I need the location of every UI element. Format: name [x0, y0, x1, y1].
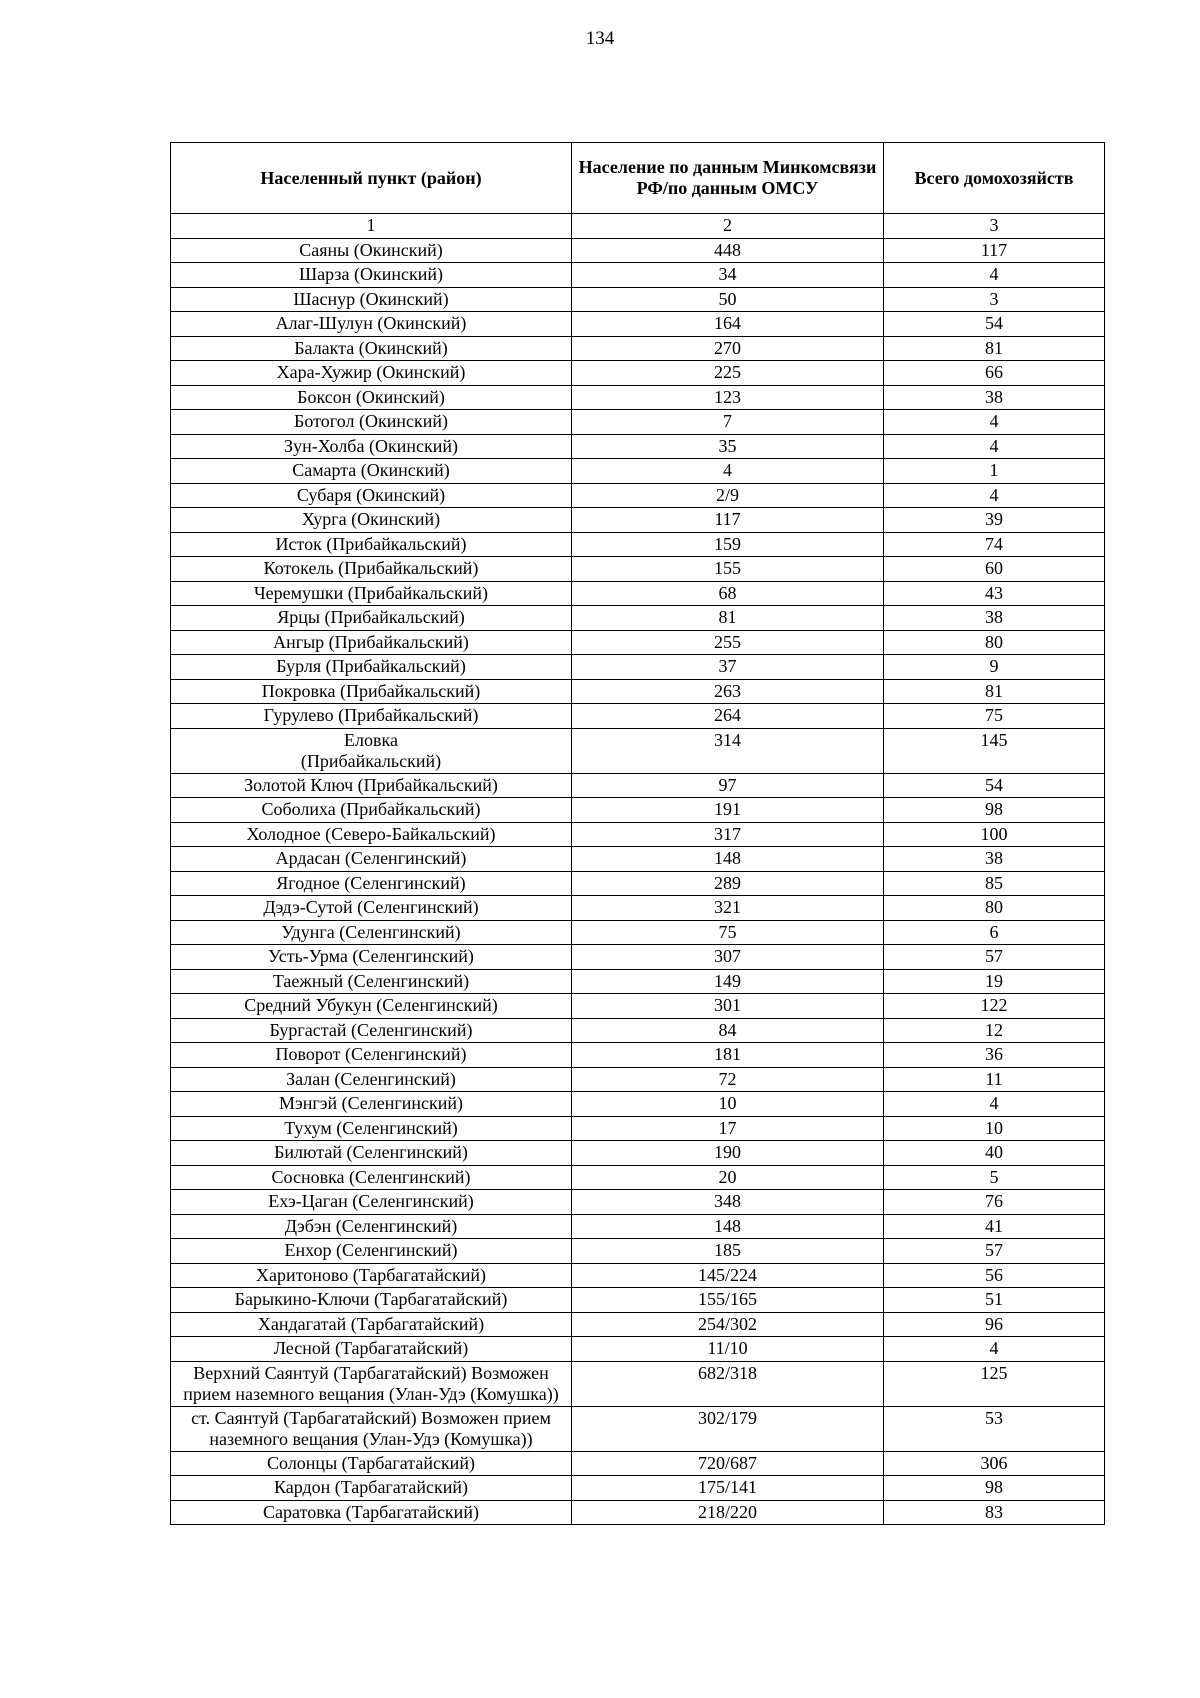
cell-households: 6	[884, 920, 1105, 945]
cell-households: 100	[884, 822, 1105, 847]
table-row	[171, 532, 1105, 557]
cell-settlement: Лесной (Тарбагатайский)	[171, 1337, 572, 1362]
cell-households: 125	[884, 1361, 1105, 1406]
cell-population: 68	[572, 581, 884, 606]
cell-households: 39	[884, 508, 1105, 533]
cell-population: 317	[572, 822, 884, 847]
table-row	[171, 508, 1105, 533]
cell-population: 7	[572, 410, 884, 435]
cell-settlement: Золотой Ключ (Прибайкальский)	[171, 773, 572, 798]
table-row	[171, 798, 1105, 823]
cell-settlement: Покровка (Прибайкальский)	[171, 679, 572, 704]
cell-households: 4	[884, 1337, 1105, 1362]
cell-settlement: Ехэ-Цаган (Селенгинский)	[171, 1190, 572, 1215]
cell-settlement: Саяны (Окинский)	[171, 238, 572, 263]
cell-settlement: Билютай (Селенгинский)	[171, 1141, 572, 1166]
cell-settlement: Поворот (Селенгинский)	[171, 1043, 572, 1068]
cell-households: 57	[884, 1239, 1105, 1264]
table-row	[171, 434, 1105, 459]
cell-population: 175/141	[572, 1476, 884, 1501]
cell-households: 76	[884, 1190, 1105, 1215]
cell-households: 306	[884, 1451, 1105, 1476]
table-row	[171, 238, 1105, 263]
cell-households: 4	[884, 434, 1105, 459]
cell-households: 43	[884, 581, 1105, 606]
cell-population: 17	[572, 1116, 884, 1141]
table-row	[171, 1214, 1105, 1239]
cell-settlement: Алаг-Шулун (Окинский)	[171, 312, 572, 337]
table-row	[171, 920, 1105, 945]
cell-population: 148	[572, 847, 884, 872]
cell-settlement: Харитоново (Тарбагатайский)	[171, 1263, 572, 1288]
column-number: 2	[572, 214, 884, 239]
cell-population: 191	[572, 798, 884, 823]
cell-households: 4	[884, 1092, 1105, 1117]
cell-settlement: Барыкино-Ключи (Тарбагатайский)	[171, 1288, 572, 1313]
cell-households: 74	[884, 532, 1105, 557]
cell-population: 254/302	[572, 1312, 884, 1337]
table-row	[171, 581, 1105, 606]
cell-households: 85	[884, 871, 1105, 896]
table-row	[171, 945, 1105, 970]
table-row	[171, 728, 1105, 773]
cell-settlement: Усть-Урма (Селенгинский)	[171, 945, 572, 970]
cell-population: 84	[572, 1018, 884, 1043]
cell-population: 123	[572, 385, 884, 410]
cell-households: 51	[884, 1288, 1105, 1313]
table-row	[171, 459, 1105, 484]
cell-settlement: Хурга (Окинский)	[171, 508, 572, 533]
cell-households: 54	[884, 773, 1105, 798]
cell-population: 72	[572, 1067, 884, 1092]
cell-settlement: Таежный (Селенгинский)	[171, 969, 572, 994]
cell-settlement: Бургастай (Селенгинский)	[171, 1018, 572, 1043]
cell-population: 263	[572, 679, 884, 704]
table-row	[171, 773, 1105, 798]
cell-households: 96	[884, 1312, 1105, 1337]
cell-households: 41	[884, 1214, 1105, 1239]
column-number: 3	[884, 214, 1105, 239]
table-row	[171, 1165, 1105, 1190]
cell-households: 57	[884, 945, 1105, 970]
cell-population: 348	[572, 1190, 884, 1215]
table-row	[171, 483, 1105, 508]
cell-settlement: Соболиха (Прибайкальский)	[171, 798, 572, 823]
cell-population: 81	[572, 606, 884, 631]
cell-population: 35	[572, 434, 884, 459]
table-row	[171, 1190, 1105, 1215]
cell-households: 98	[884, 798, 1105, 823]
header-population: Население по данным Минкомсвязи РФ/по данным ОМСУ	[572, 143, 884, 214]
cell-settlement: Гурулево (Прибайкальский)	[171, 704, 572, 729]
cell-population: 264	[572, 704, 884, 729]
cell-households: 11	[884, 1067, 1105, 1092]
table-row	[171, 896, 1105, 921]
table-row	[171, 1451, 1105, 1476]
cell-population: 20	[572, 1165, 884, 1190]
cell-settlement: Удунга (Селенгинский)	[171, 920, 572, 945]
cell-population: 301	[572, 994, 884, 1019]
cell-settlement: Ардасан (Селенгинский)	[171, 847, 572, 872]
cell-settlement: Субаря (Окинский)	[171, 483, 572, 508]
cell-households: 80	[884, 896, 1105, 921]
cell-settlement: Средний Убукун (Селенгинский)	[171, 994, 572, 1019]
table-row	[171, 606, 1105, 631]
cell-settlement: Бурля (Прибайкальский)	[171, 655, 572, 680]
cell-population: 255	[572, 630, 884, 655]
cell-households: 4	[884, 410, 1105, 435]
cell-population: 181	[572, 1043, 884, 1068]
cell-households: 38	[884, 847, 1105, 872]
cell-settlement: Дэбэн (Селенгинский)	[171, 1214, 572, 1239]
cell-households: 75	[884, 704, 1105, 729]
cell-population: 218/220	[572, 1500, 884, 1525]
cell-settlement: Исток (Прибайкальский)	[171, 532, 572, 557]
cell-households: 4	[884, 263, 1105, 288]
cell-population: 117	[572, 508, 884, 533]
cell-households: 81	[884, 336, 1105, 361]
header-households: Всего домохозяйств	[884, 143, 1105, 214]
cell-settlement: Хара-Хужир (Окинский)	[171, 361, 572, 386]
population-table	[170, 142, 1105, 1525]
cell-households: 60	[884, 557, 1105, 582]
cell-settlement: Залан (Селенгинский)	[171, 1067, 572, 1092]
table-row	[171, 557, 1105, 582]
cell-households: 122	[884, 994, 1105, 1019]
cell-population: 145/224	[572, 1263, 884, 1288]
cell-population: 185	[572, 1239, 884, 1264]
cell-households: 66	[884, 361, 1105, 386]
cell-population: 155	[572, 557, 884, 582]
table-row	[171, 655, 1105, 680]
cell-settlement: Зун-Холба (Окинский)	[171, 434, 572, 459]
cell-population: 75	[572, 920, 884, 945]
cell-settlement: Боксон (Окинский)	[171, 385, 572, 410]
table-row	[171, 1337, 1105, 1362]
cell-population: 159	[572, 532, 884, 557]
cell-population: 289	[572, 871, 884, 896]
cell-settlement: Сосновка (Селенгинский)	[171, 1165, 572, 1190]
cell-population: 50	[572, 287, 884, 312]
cell-households: 83	[884, 1500, 1105, 1525]
cell-settlement: Черемушки (Прибайкальский)	[171, 581, 572, 606]
cell-settlement: Солонцы (Тарбагатайский)	[171, 1451, 572, 1476]
cell-population: 682/318	[572, 1361, 884, 1406]
header-settlement: Населенный пункт (район)	[171, 143, 572, 214]
cell-settlement: Ягодное (Селенгинский)	[171, 871, 572, 896]
cell-population: 314	[572, 728, 884, 773]
cell-households: 3	[884, 287, 1105, 312]
table-row	[171, 1116, 1105, 1141]
cell-population: 97	[572, 773, 884, 798]
cell-households: 38	[884, 385, 1105, 410]
table-row	[171, 1263, 1105, 1288]
table-row	[171, 410, 1105, 435]
cell-households: 1	[884, 459, 1105, 484]
cell-population: 270	[572, 336, 884, 361]
cell-population: 149	[572, 969, 884, 994]
table-row	[171, 1361, 1105, 1406]
cell-households: 38	[884, 606, 1105, 631]
cell-settlement: Шаснур (Окинский)	[171, 287, 572, 312]
cell-settlement: Дэдэ-Сутой (Селенгинский)	[171, 896, 572, 921]
cell-settlement: Енхор (Селенгинский)	[171, 1239, 572, 1264]
cell-households: 117	[884, 238, 1105, 263]
cell-population: 190	[572, 1141, 884, 1166]
cell-population: 155/165	[572, 1288, 884, 1313]
table-row	[171, 263, 1105, 288]
cell-settlement: Балакта (Окинский)	[171, 336, 572, 361]
cell-settlement: Тухум (Селенгинский)	[171, 1116, 572, 1141]
table-row	[171, 994, 1105, 1019]
table-body	[171, 214, 1105, 1525]
cell-settlement: Самарта (Окинский)	[171, 459, 572, 484]
table-row	[171, 1141, 1105, 1166]
table-row	[171, 969, 1105, 994]
table-row	[171, 361, 1105, 386]
table-row	[171, 1476, 1105, 1501]
cell-households: 54	[884, 312, 1105, 337]
cell-households: 98	[884, 1476, 1105, 1501]
column-number-row	[171, 214, 1105, 239]
table-row	[171, 1288, 1105, 1313]
table-row	[171, 1018, 1105, 1043]
cell-households: 36	[884, 1043, 1105, 1068]
cell-households: 80	[884, 630, 1105, 655]
cell-population: 225	[572, 361, 884, 386]
cell-households: 10	[884, 1116, 1105, 1141]
cell-households: 40	[884, 1141, 1105, 1166]
cell-population: 10	[572, 1092, 884, 1117]
cell-settlement: Холодное (Северо-Байкальский)	[171, 822, 572, 847]
cell-households: 9	[884, 655, 1105, 680]
table-row	[171, 336, 1105, 361]
cell-settlement: Хандагатай (Тарбагатайский)	[171, 1312, 572, 1337]
cell-settlement: Ангыр (Прибайкальский)	[171, 630, 572, 655]
cell-households: 53	[884, 1406, 1105, 1451]
cell-settlement: Саратовка (Тарбагатайский)	[171, 1500, 572, 1525]
cell-population: 302/179	[572, 1406, 884, 1451]
cell-population: 2/9	[572, 483, 884, 508]
page-number: 134	[585, 28, 615, 49]
cell-households: 12	[884, 1018, 1105, 1043]
cell-settlement: Котокель (Прибайкальский)	[171, 557, 572, 582]
cell-population: 720/687	[572, 1451, 884, 1476]
table-row	[171, 1406, 1105, 1451]
cell-population: 37	[572, 655, 884, 680]
cell-households: 81	[884, 679, 1105, 704]
table-row	[171, 630, 1105, 655]
cell-population: 148	[572, 1214, 884, 1239]
table-header	[171, 143, 1105, 214]
cell-settlement: Кардон (Тарбагатайский)	[171, 1476, 572, 1501]
column-number: 1	[171, 214, 572, 239]
table-row	[171, 704, 1105, 729]
cell-population: 11/10	[572, 1337, 884, 1362]
cell-settlement: Ярцы (Прибайкальский)	[171, 606, 572, 631]
table-row	[171, 1043, 1105, 1068]
cell-settlement: Шарза (Окинский)	[171, 263, 572, 288]
table-row	[171, 1500, 1105, 1525]
cell-settlement: Верхний Саянтуй (Тарбагатайский) Возможен прием наземного вещания (Улан-Удэ (Комушка))	[171, 1361, 572, 1406]
table-row	[171, 679, 1105, 704]
cell-population: 307	[572, 945, 884, 970]
cell-settlement: ст. Саянтуй (Тарбагатайский) Возможен прием наземного вещания (Улан-Удэ (Комушка))	[171, 1406, 572, 1451]
cell-households: 56	[884, 1263, 1105, 1288]
cell-population: 448	[572, 238, 884, 263]
cell-settlement: Ботогол (Окинский)	[171, 410, 572, 435]
cell-settlement: Мэнгэй (Селенгинский)	[171, 1092, 572, 1117]
cell-households: 4	[884, 483, 1105, 508]
cell-settlement: Еловка (Прибайкальский)	[171, 728, 572, 773]
table-row	[171, 1067, 1105, 1092]
cell-households: 5	[884, 1165, 1105, 1190]
table-row	[171, 312, 1105, 337]
cell-population: 34	[572, 263, 884, 288]
cell-population: 164	[572, 312, 884, 337]
table-row	[171, 1092, 1105, 1117]
cell-households: 19	[884, 969, 1105, 994]
table-row	[171, 871, 1105, 896]
cell-population: 321	[572, 896, 884, 921]
table-row	[171, 847, 1105, 872]
table-row	[171, 385, 1105, 410]
table-row	[171, 287, 1105, 312]
header-row	[171, 143, 1105, 214]
table-row	[171, 822, 1105, 847]
table-row	[171, 1239, 1105, 1264]
cell-households: 145	[884, 728, 1105, 773]
table-row	[171, 1312, 1105, 1337]
cell-population: 4	[572, 459, 884, 484]
